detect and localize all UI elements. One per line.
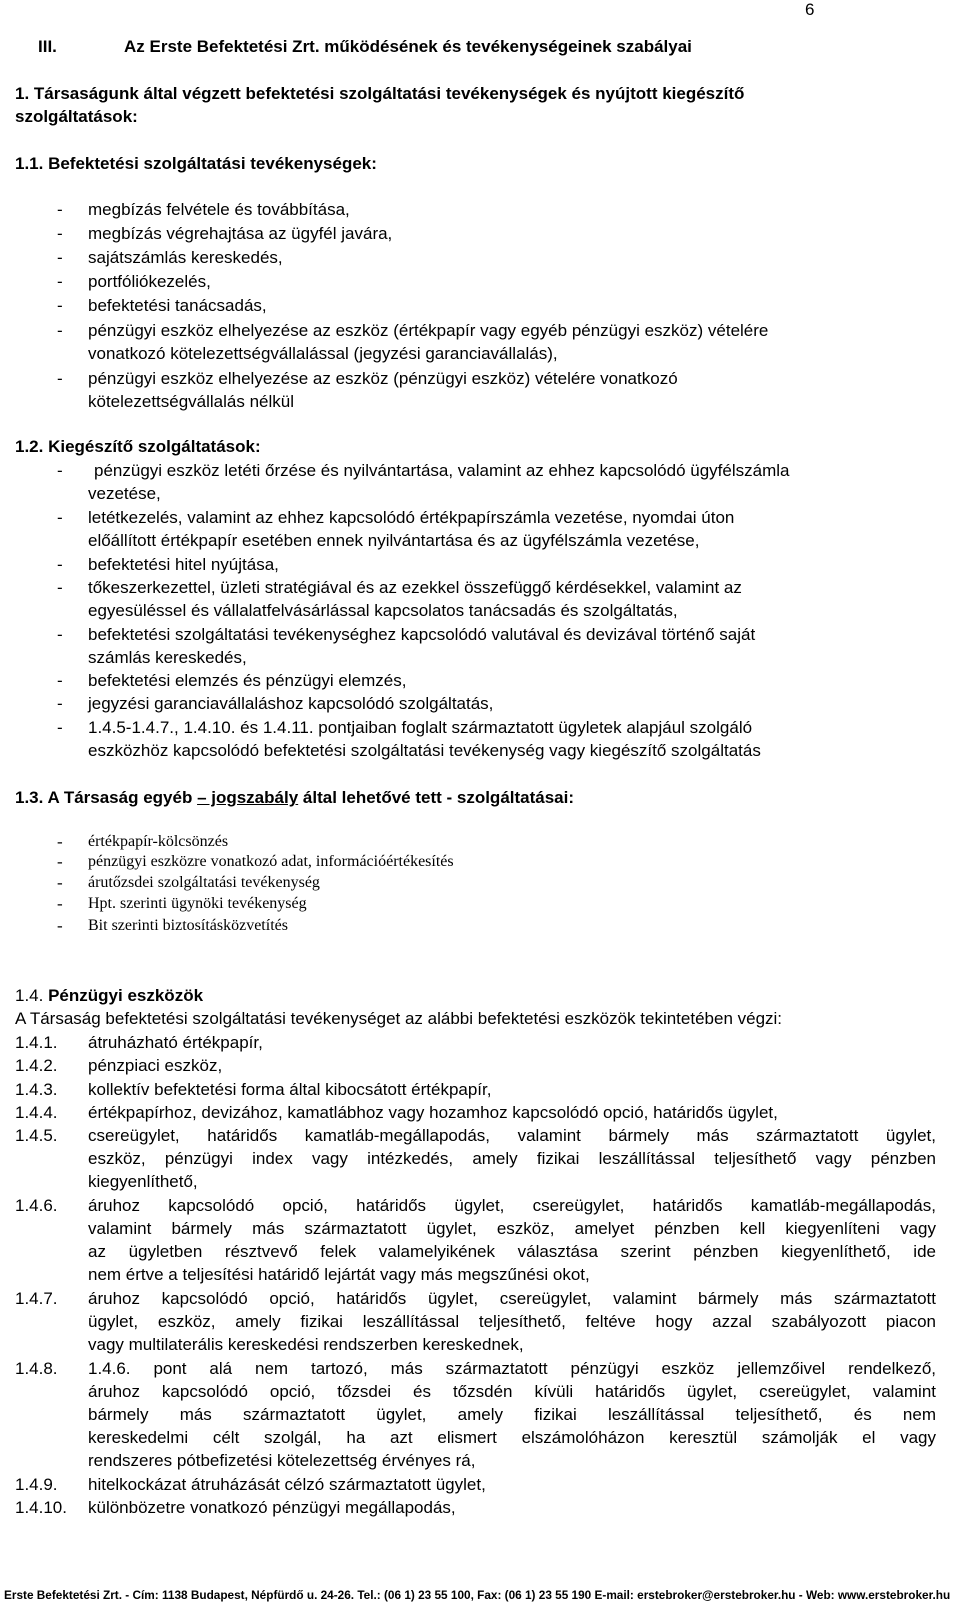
- list-item-continuation: egyesüléssel és vállalatfelvásárlással kapcsolatos tanácsadás és szolgáltatás,: [88, 601, 678, 620]
- item-text: ügylet, eszköz, amely fizikai leszállítással teljesíthető, feltéve hogy azzal szabályozott piacon: [88, 1312, 936, 1331]
- bullet-dash: -: [57, 873, 63, 892]
- bullet-dash: -: [57, 224, 63, 243]
- section-title: Az Erste Befektetési Zrt. működésének és tevékenységeinek szabályai: [124, 37, 692, 56]
- list-item: letétkezelés, valamint az ehhez kapcsolódó értékpapírszámla vezetése, nyomdai úton: [88, 508, 735, 527]
- heading-1-4-number: 1.4.: [15, 986, 49, 1005]
- bullet-dash: -: [57, 671, 63, 690]
- item-text: kollektív befektetési forma által kibocsátott értékpapír,: [88, 1080, 492, 1099]
- list-item: pénzügyi eszközre vonatkozó adat, információértékesítés: [88, 853, 454, 870]
- item-text: 1.4.6. pont alá nem tartozó, más származtatott pénzügyi eszköz jellemzőivel rendelkező,: [88, 1359, 936, 1378]
- list-item: pénzügyi eszköz letéti őrzése és nyilvántartása, valamint az ehhez kapcsolódó ügyfélszámla: [94, 461, 790, 480]
- item-text: értékpapírhoz, devizához, kamatlábhoz vagy hozamhoz kapcsolódó opció, határidős ügylet,: [88, 1103, 778, 1122]
- bullet-dash: -: [57, 832, 63, 851]
- heading-1-3-pre: 1.3. A Társaság egyéb: [15, 788, 198, 807]
- bullet-dash: -: [57, 296, 63, 315]
- list-item-continuation: előállított értékpapír esetében ennek nyilvántartása és az ügyfélszámla vezetése,: [88, 531, 700, 550]
- bullet-dash: -: [57, 369, 63, 388]
- item-number: 1.4.8.: [15, 1359, 58, 1378]
- item-text: áruhoz kapcsolódó opció, határidős ügylet, csereügylet, valamint bármely más származtatott: [88, 1289, 936, 1308]
- list-item-continuation: eszközhöz kapcsolódó befektetési szolgáltatási tevékenység vagy kiegészítő szolgáltatás: [88, 741, 761, 760]
- list-item-continuation: vonatkozó kötelezettségvállalással (jegyzési garanciavállalás),: [88, 344, 558, 363]
- list-item: jegyzési garanciavállaláshoz kapcsolódó szolgáltatás,: [88, 694, 494, 713]
- bullet-dash: -: [57, 200, 63, 219]
- bullet-dash: -: [57, 272, 63, 291]
- list-item: befektetési tanácsadás,: [88, 296, 267, 315]
- bullet-dash: -: [57, 894, 63, 913]
- bullet-dash: -: [57, 578, 63, 597]
- item-number: 1.4.7.: [15, 1289, 58, 1308]
- heading-1-line1: 1. Társaságunk által végzett befektetési szolgáltatási tevékenységek és nyújtott kiegészítő: [15, 84, 745, 103]
- bullet-dash: -: [57, 625, 63, 644]
- bullet-dash: -: [57, 916, 63, 935]
- heading-1-4: [15, 986, 203, 1006]
- heading-1-3-underlined: – jogszabály: [197, 788, 299, 807]
- item-number: 1.4.6.: [15, 1196, 58, 1215]
- list-item-continuation: számlás kereskedés,: [88, 648, 247, 667]
- list-item: befektetési elemzés és pénzügyi elemzés,: [88, 671, 407, 690]
- bullet-dash: -: [57, 248, 63, 267]
- heading-1-3: [15, 788, 574, 808]
- item-text: kiegyenlíthető,: [88, 1172, 198, 1191]
- list-item: Bit szerinti biztosításközvetítés: [88, 917, 288, 934]
- heading-1-1: 1.1. Befektetési szolgáltatási tevékenységek:: [15, 154, 377, 173]
- bullet-dash: -: [57, 508, 63, 527]
- item-text: bármely más származtatott ügylet, amely fizikai leszállítással teljesíthető, és nem: [88, 1405, 936, 1424]
- bullet-dash: -: [57, 555, 63, 574]
- list-item: Hpt. szerinti ügynöki tevékenység: [88, 895, 307, 912]
- item-text: rendszeres pótbefizetési kötelezettség érvényes rá,: [88, 1451, 476, 1470]
- list-item: megbízás felvétele és továbbítása,: [88, 200, 350, 219]
- item-number: 1.4.2.: [15, 1056, 58, 1075]
- list-item: befektetési hitel nyújtása,: [88, 555, 279, 574]
- item-text: kereskedelmi célt szolgál, ha azt elismert elszámolóházon keresztül számolják el vagy: [88, 1428, 936, 1447]
- item-text: áruhoz kapcsolódó opció, tőzsdei és tőzsdén kívüli határidős ügylet, csereügylet, valamint: [88, 1382, 936, 1401]
- item-text: valamint bármely más származtatott ügylet, eszköz, amelyet pénzben kell kiegyenlíteni vagy: [88, 1219, 936, 1238]
- item-number: 1.4.9.: [15, 1475, 58, 1494]
- item-number: 1.4.3.: [15, 1080, 58, 1099]
- item-text: eszköz, pénzügyi index vagy intézkedés, amely fizikai leszállítással teljesíthető vagy pénzben: [88, 1149, 936, 1168]
- item-text: különbözetre vonatkozó pénzügyi megállapodás,: [88, 1498, 456, 1517]
- item-number: 1.4.1.: [15, 1033, 58, 1052]
- item-number: 1.4.10.: [15, 1498, 67, 1517]
- page-footer: Erste Befektetési Zrt. - Cím: 1138 Budapest, Népfürdő u. 24-26. Tel.: (06 1) 23 55 100, Fax: (06 1) 23 55 190 E-mail: erstebroker@erstebroker.hu - Web: www.erstebroker.hu: [4, 1588, 951, 1602]
- list-item: tőkeszerkezettel, üzleti stratégiával és az ezekkel összefüggő kérdésekkel, valamint az: [88, 578, 742, 597]
- list-item: pénzügyi eszköz elhelyezése az eszköz (pénzügyi eszköz) vételére vonatkozó: [88, 369, 678, 388]
- item-text: áruhoz kapcsolódó opció, határidős ügylet, csereügylet, határidős kamatláb-megállapodás,: [88, 1196, 936, 1215]
- item-text: átruházható értékpapír,: [88, 1033, 263, 1052]
- item-text: az ügyletben résztvevő felek valamelyikének választása szerint pénzben kiegyenlíthető, ide: [88, 1242, 936, 1261]
- list-item: árutőzsdei szolgáltatási tevékenység: [88, 874, 320, 891]
- item-text: hitelkockázat átruházását célzó származtatott ügylet,: [88, 1475, 486, 1494]
- bullet-dash: -: [57, 694, 63, 713]
- item-text: nem értve a teljesítési határidő lejártát vagy más megszűnési okot,: [88, 1265, 590, 1284]
- list-item: pénzügyi eszköz elhelyezése az eszköz (értékpapír vagy egyéb pénzügyi eszköz) vételére: [88, 321, 769, 340]
- list-item-continuation: vezetése,: [88, 484, 161, 503]
- bullet-dash: -: [57, 718, 63, 737]
- list-item-continuation: kötelezettségvállalás nélkül: [88, 392, 295, 411]
- list-item: értékpapír-kölcsönzés: [88, 833, 229, 850]
- item-number: 1.4.4.: [15, 1103, 58, 1122]
- item-text: pénzpiaci eszköz,: [88, 1056, 223, 1075]
- list-item: portfóliókezelés,: [88, 272, 211, 291]
- item-number: 1.4.5.: [15, 1126, 58, 1145]
- bullet-dash: -: [57, 852, 63, 871]
- bullet-dash: -: [57, 321, 63, 340]
- list-item: megbízás végrehajtása az ügyfél javára,: [88, 224, 393, 243]
- list-item: sajátszámlás kereskedés,: [88, 248, 283, 267]
- item-text: vagy multilaterális kereskedési rendszerben kereskednek,: [88, 1335, 524, 1354]
- heading-1-4-title: Pénzügyi eszközök: [48, 986, 204, 1005]
- page-number: 6: [805, 0, 815, 19]
- list-item: 1.4.5-1.4.7., 1.4.10. és 1.4.11. pontjaiban foglalt származtatott ügyletek alapjául szolgáló: [88, 718, 753, 737]
- heading-1-3-post: által lehetővé tett - szolgáltatásai:: [298, 788, 575, 807]
- heading-1-line2: szolgáltatások:: [15, 107, 138, 126]
- section-number: III.: [38, 37, 57, 56]
- intro-paragraph: A Társaság befektetési szolgáltatási tevékenységet az alábbi befektetési eszközök tekintetében végzi:: [15, 1009, 783, 1028]
- item-text: csereügylet, határidős kamatláb-megállapodás, valamint bármely más származtatott ügylet,: [88, 1126, 936, 1145]
- heading-1-2: 1.2. Kiegészítő szolgáltatások:: [15, 437, 261, 456]
- bullet-dash: -: [57, 461, 63, 480]
- list-item: befektetési szolgáltatási tevékenységhez kapcsolódó valutával és devizával történő saját: [88, 625, 756, 644]
